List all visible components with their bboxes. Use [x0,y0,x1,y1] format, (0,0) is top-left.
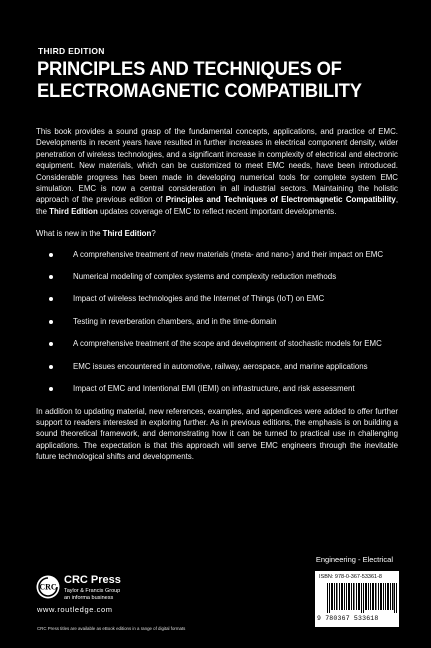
publisher-website-link[interactable]: www.routledge.com [37,605,113,614]
bullet-icon [49,275,53,279]
edition-label: THIRD EDITION [38,46,105,56]
list-item [49,271,398,282]
bullet-icon [49,297,53,301]
bullet-icon [49,320,53,324]
intro-text-2: , the [36,195,399,216]
intro-text-1: This book provides a sound grasp of the fundamental concepts, applications, and practice of EMC. Developments in recent years have resulted in further increases in electrical component density, wider penetration of wireless technologies, and a significant increase in complexity of electrical and electronic equipment. New materials, which can be customized to meet EMC needs, have been introduced. Considerable progress has been made in developing numerical tools for complete system EMC simulation. EMC is now a central consideration in all industrial sectors. Maintaining the holistic approach of the previous edition of [36,127,398,205]
bullet-icon [49,253,53,257]
description-body [36,126,398,463]
whats-new-edition: Third Edition [102,229,152,239]
bullet-icon [49,342,53,346]
whats-new-suffix: ? [151,229,156,239]
list-item-text: Impact of wireless technologies and the Internet of Things (IoT) on EMC [73,294,325,304]
list-item-text: Impact of EMC and Intentional EMI (IEMI) on infrastructure, and risk assessment [73,384,355,394]
list-item [49,316,398,327]
list-item-text: A comprehensive treatment of the scope and development of stochastic models for EMC [73,339,382,349]
intro-text-3: updates coverage of EMC to reflect recent important developments. [97,206,337,216]
isbn-digits: 9 780367 533618 [317,615,379,622]
isbn-label: ISBN: 978-0-367-53361-8 [319,574,382,580]
list-item-text: A comprehensive treatment of new materials (meta- and nano-) and their impact on EMC [73,249,384,259]
subject-category: Engineering - Electrical [315,555,393,564]
closing-paragraph: In addition to updating material, new references, examples, and appendices were added to offer further support to readers interested in exploring further. As in previous editions, the emphasis is on building a sound theoretical framework, and demonstrating how it can be turned to practical use in challenging applications. The expectation is that this approach will serve EMC engineers through the inevitable future technological shifts and developments. [36,406,398,462]
new-features-list [36,249,398,395]
publisher-group: Taylor & Francis Group [64,588,121,594]
title-line-1: PRINCIPLES AND TECHNIQUES OF [37,58,342,80]
svg-text:CRC: CRC [39,582,57,592]
list-item-text: Numerical modeling of complex systems and complexity reduction methods [73,272,337,282]
barcode-icon [327,583,397,613]
publisher-name: CRC Press [64,574,121,586]
book-title [37,58,385,102]
list-item-text: EMC issues encountered in automotive, railway, aerospace, and marine applications [73,361,368,371]
intro-book-title: Principles and Techniques of Electromagnetic Compatibility [165,195,396,205]
list-item [49,361,398,372]
intro-paragraph [36,126,398,217]
title-line-2: ELECTROMAGNETIC COMPATIBILITY [37,80,362,102]
list-item [49,338,398,349]
list-item [49,293,398,304]
list-item-text: Testing in reverberation chambers, and in the time-domain [73,316,277,326]
isbn-barcode [315,571,399,627]
publisher-business: an informa business [64,595,114,601]
whats-new-heading [36,228,398,239]
list-item [49,383,398,394]
intro-edition: Third Edition [49,206,98,216]
crc-press-logo-icon [36,575,60,599]
bullet-icon [49,387,53,391]
list-item [49,249,398,260]
bullet-icon [49,365,53,369]
whats-new-prefix: What is new in the [36,229,103,239]
ebook-footnote: CRC Press titles are available as eBook editions in a range of digital formats [37,626,186,631]
